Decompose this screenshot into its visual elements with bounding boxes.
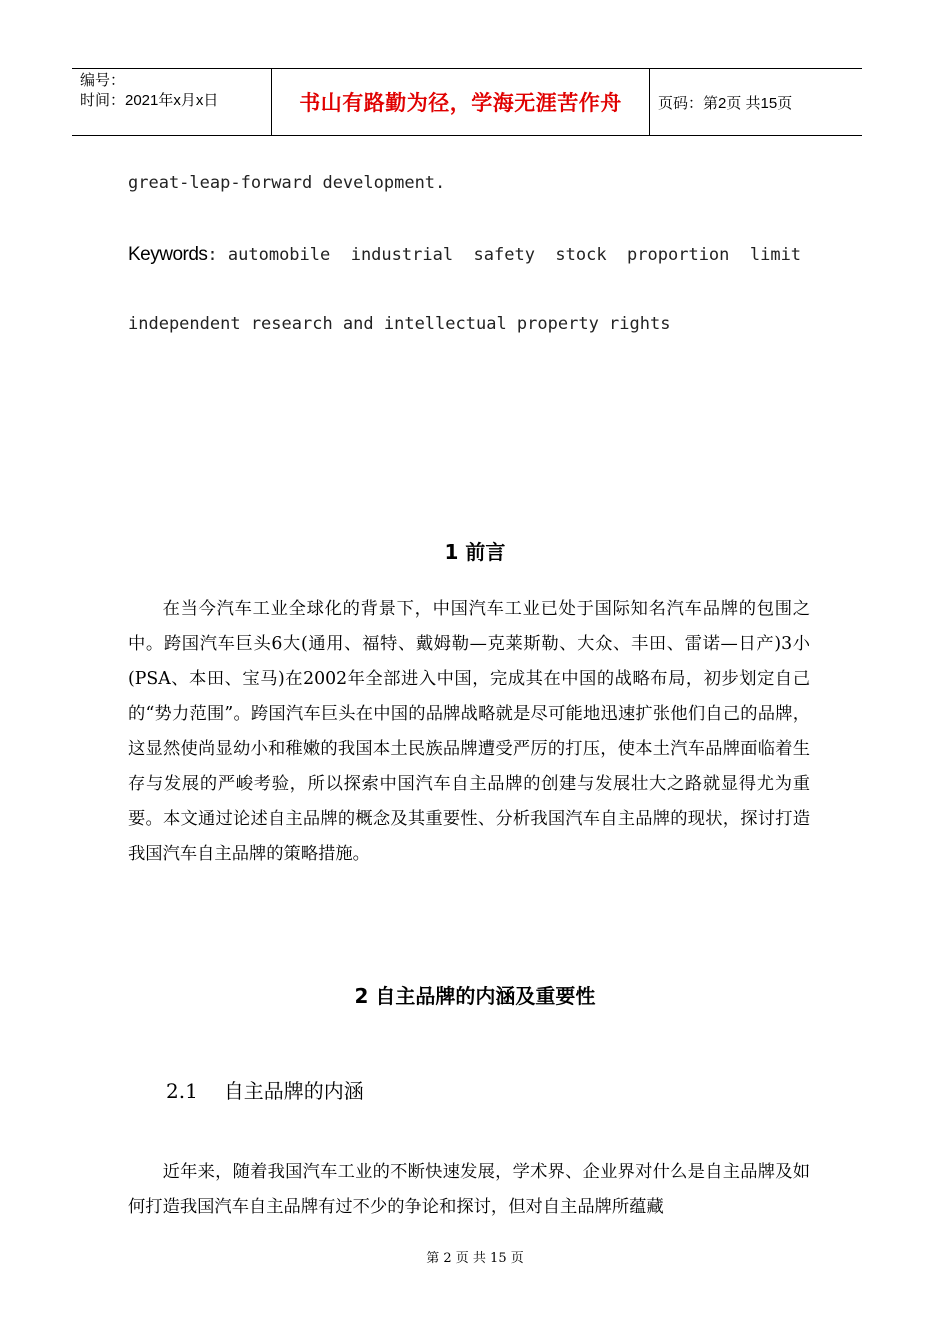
keywords-label: Keywords: [128, 244, 208, 265]
keywords-line-1: [128, 244, 801, 266]
header-page-label: 页码：第2页 共15页: [658, 94, 793, 112]
abstract-tail: great-leap-forward development.: [128, 173, 446, 193]
keywords-line-2: independent research and intellectual property rights: [128, 314, 671, 334]
section-2-title: 2 自主品牌的内涵及重要性: [354, 984, 596, 1008]
header-page-cell: [650, 69, 862, 135]
header-motto-cell: [272, 69, 650, 135]
section-1-body: 在当今汽车工业全球化的背景下，中国汽车工业已处于国际知名汽车品牌的包围之中。跨国汽车巨头6大(通用、福特、戴姆勒—克莱斯勒、大众、丰田、雷诺—日产)3小(PSA、本田、宝马)在2002年全部进入中国，完成其在中国的战略布局，初步划定自己的“势力范围”。跨国汽车巨头在中国的品牌战略就是尽可能地迅速扩张他们自己的品牌，这显然使尚显幼小和稚嫩的我国本土民族品牌遭受严厉的打压，使本土汽车品牌面临着生存与发展的严峻考验，所以探索中国汽车自主品牌的创建与发展壮大之路就显得尤为重要。本文通过论述自主品牌的概念及其重要性、分析我国汽车自主品牌的现状，探讨打造我国汽车自主品牌的策略措施。: [128, 599, 810, 864]
time-label: 时间：2021年x月x日: [80, 92, 219, 109]
code-label: 编号：: [80, 72, 126, 89]
page-header: [72, 68, 862, 136]
subsection-title: 自主品牌的内涵: [223, 1079, 364, 1103]
section-1-title: 1 前言: [444, 540, 506, 564]
subsection-number: 2.1: [166, 1079, 198, 1103]
subsection-2-1-body: 近年来，随着我国汽车工业的不断快速发展，学术界、企业界对什么是自主品牌及如何打造我国汽车自主品牌有过不少的争论和探讨，但对自主品牌所蕴藏: [128, 1162, 810, 1217]
page-footer: 第 2 页 共 15 页: [426, 1251, 524, 1266]
keywords-text-1: : automobile industrial safety stock proportion limit: [207, 245, 802, 265]
subsection-2-1-heading: [166, 1075, 364, 1104]
header-meta: [72, 69, 272, 135]
header-motto: 书山有路勤为径，学海无涯苦作舟: [299, 91, 622, 115]
